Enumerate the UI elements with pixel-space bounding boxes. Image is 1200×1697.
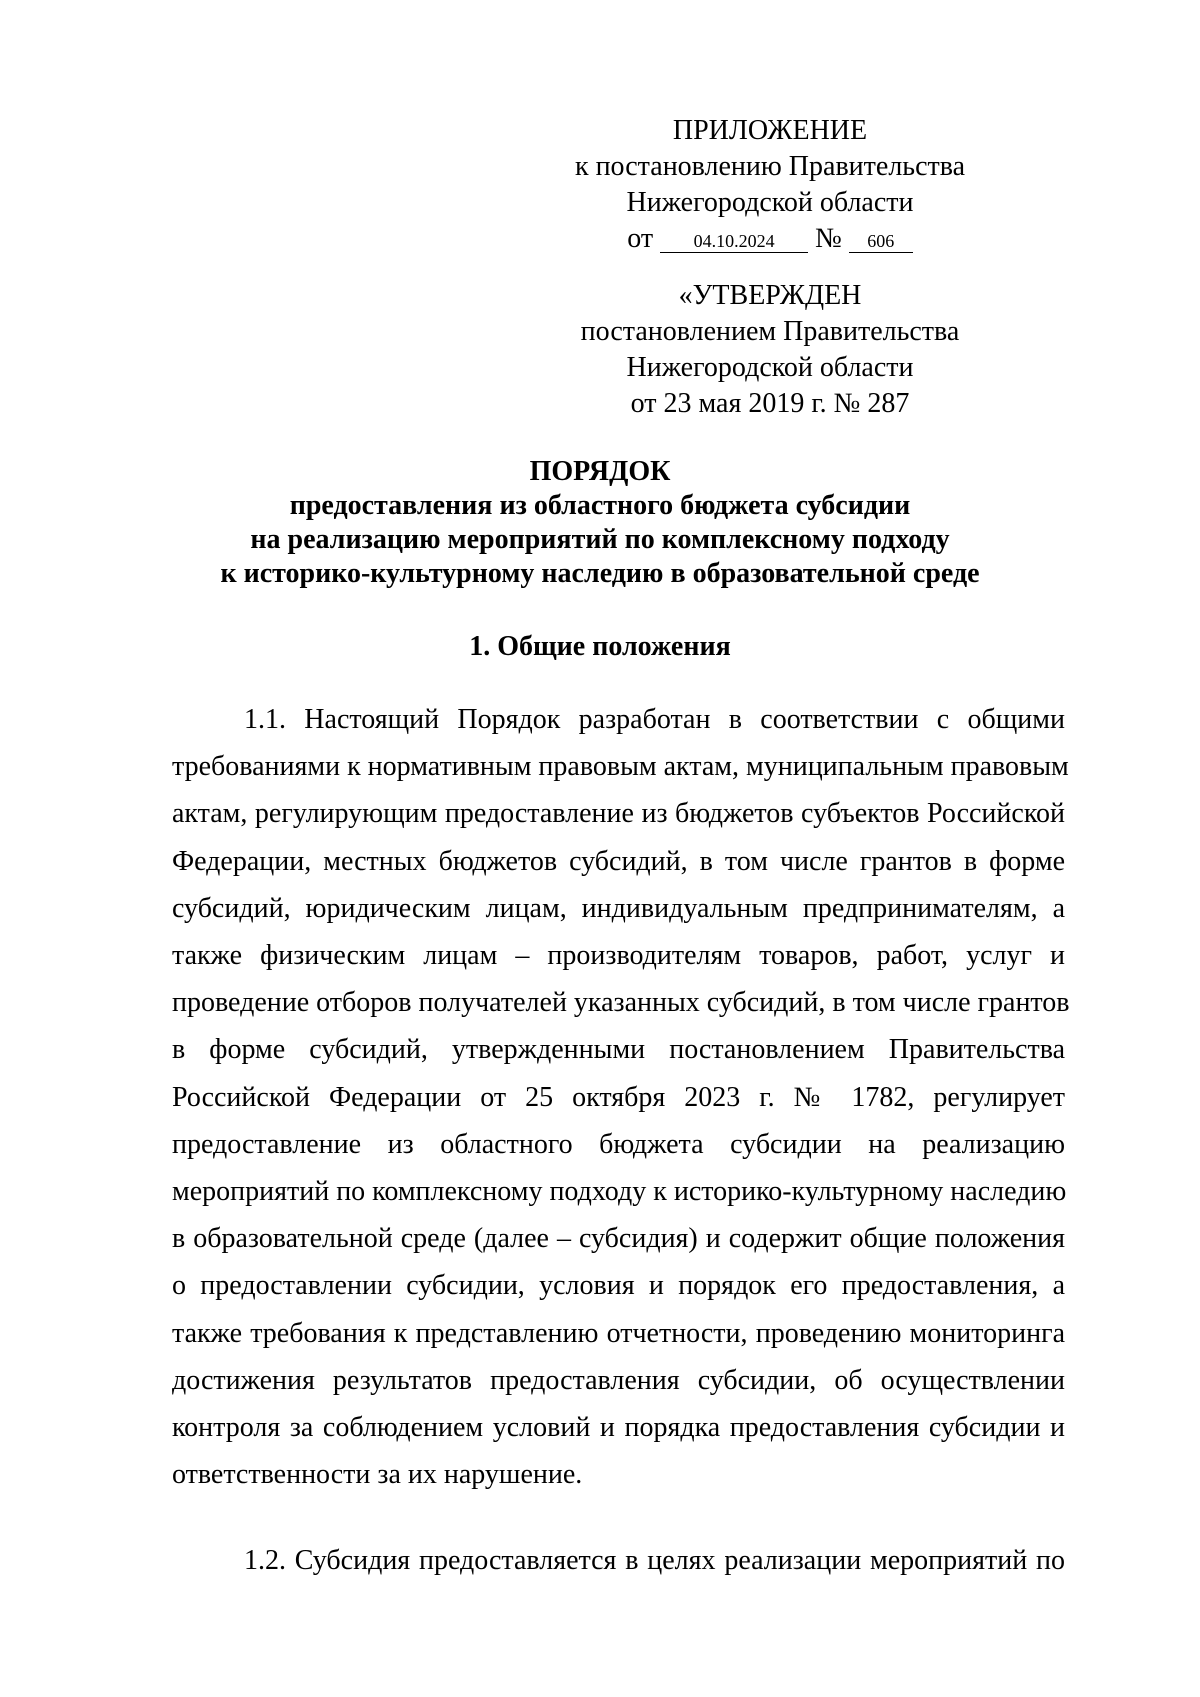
paragraph-line: субсидий, юридическим лицам, индивидуальным предпринимателям, а	[172, 892, 1065, 924]
paragraph-1-2	[172, 1537, 1065, 1584]
paragraph-line: проведение отборов получателей указанных субсидий, в том числе грантов	[172, 987, 1070, 1019]
approved-line-2: Нижегородской области	[626, 352, 914, 383]
paragraph-line: контроля за соблюдением условий и порядка предоставления субсидии и	[172, 1412, 1065, 1444]
paragraph-1-1	[172, 696, 1070, 1498]
appendix-line-2: Нижегородской области	[626, 187, 914, 218]
paragraph-line: 1.2. Субсидия предоставляется в целях реализации мероприятий по	[244, 1545, 1065, 1576]
approved-line-3: от 23 мая 2019 г. № 287	[630, 388, 910, 419]
approved-block	[560, 278, 980, 422]
appendix-line-1: к постановлению Правительства	[574, 151, 966, 182]
paragraph-line: также физическим лицам – производителям товаров, работ, услуг и	[172, 940, 1065, 972]
document-title	[100, 455, 1100, 591]
appendix-date-field: 04.10.2024	[660, 230, 808, 253]
appendix-number-sign: №	[815, 223, 842, 254]
paragraph-line: в форме субсидий, утвержденными постановлением Правительства	[172, 1034, 1065, 1066]
title-heading: ПОРЯДОК	[529, 456, 671, 487]
paragraph-line: предоставление из областного бюджета субсидии на реализацию	[172, 1128, 1065, 1160]
paragraph-line: о предоставлении субсидии, условия и порядок его предоставления, а	[172, 1270, 1065, 1302]
paragraph-line: мероприятий по комплексному подходу к историко-культурному наследию	[172, 1176, 1067, 1208]
approved-title: «УТВЕРЖДЕН	[678, 280, 862, 311]
paragraph-line: Российской Федерации от 25 октября 2023 г. № 1782, регулирует	[172, 1081, 1065, 1113]
paragraph-line: 1.1. Настоящий Порядок разработан в соответствии с общими	[244, 704, 1065, 735]
paragraph-line: в образовательной среде (далее – субсидия) и содержит общие положения	[172, 1223, 1065, 1255]
appendix-number-field: 606	[849, 230, 913, 253]
appendix-date-number-row	[560, 221, 980, 257]
section-heading: 1. Общие положения	[469, 631, 731, 662]
title-line: на реализацию мероприятий по комплексному подходу	[250, 524, 950, 555]
paragraph-line: актам, регулирующим предоставление из бюджетов субъектов Российской	[172, 798, 1065, 830]
title-line: предоставления из областного бюджета субсидии	[289, 490, 911, 521]
paragraph-line: ответственности за их нарушение.	[172, 1459, 583, 1491]
title-line: к историко-культурному наследию в образовательной среде	[220, 558, 980, 589]
approved-line-1: постановлением Правительства	[580, 316, 960, 347]
appendix-block	[560, 113, 980, 257]
paragraph-line: также требования к представлению отчетности, проведению мониторинга	[172, 1317, 1065, 1349]
paragraph-line: Федерации, местных бюджетов субсидий, в том числе грантов в форме	[172, 845, 1065, 877]
appendix-title: ПРИЛОЖЕНИЕ	[672, 115, 868, 146]
paragraph-line: достижения результатов предоставления субсидии, об осуществлении	[172, 1364, 1065, 1396]
paragraph-line: требованиями к нормативным правовым актам, муниципальным правовым	[172, 751, 1069, 783]
appendix-from-label: от	[627, 223, 654, 254]
